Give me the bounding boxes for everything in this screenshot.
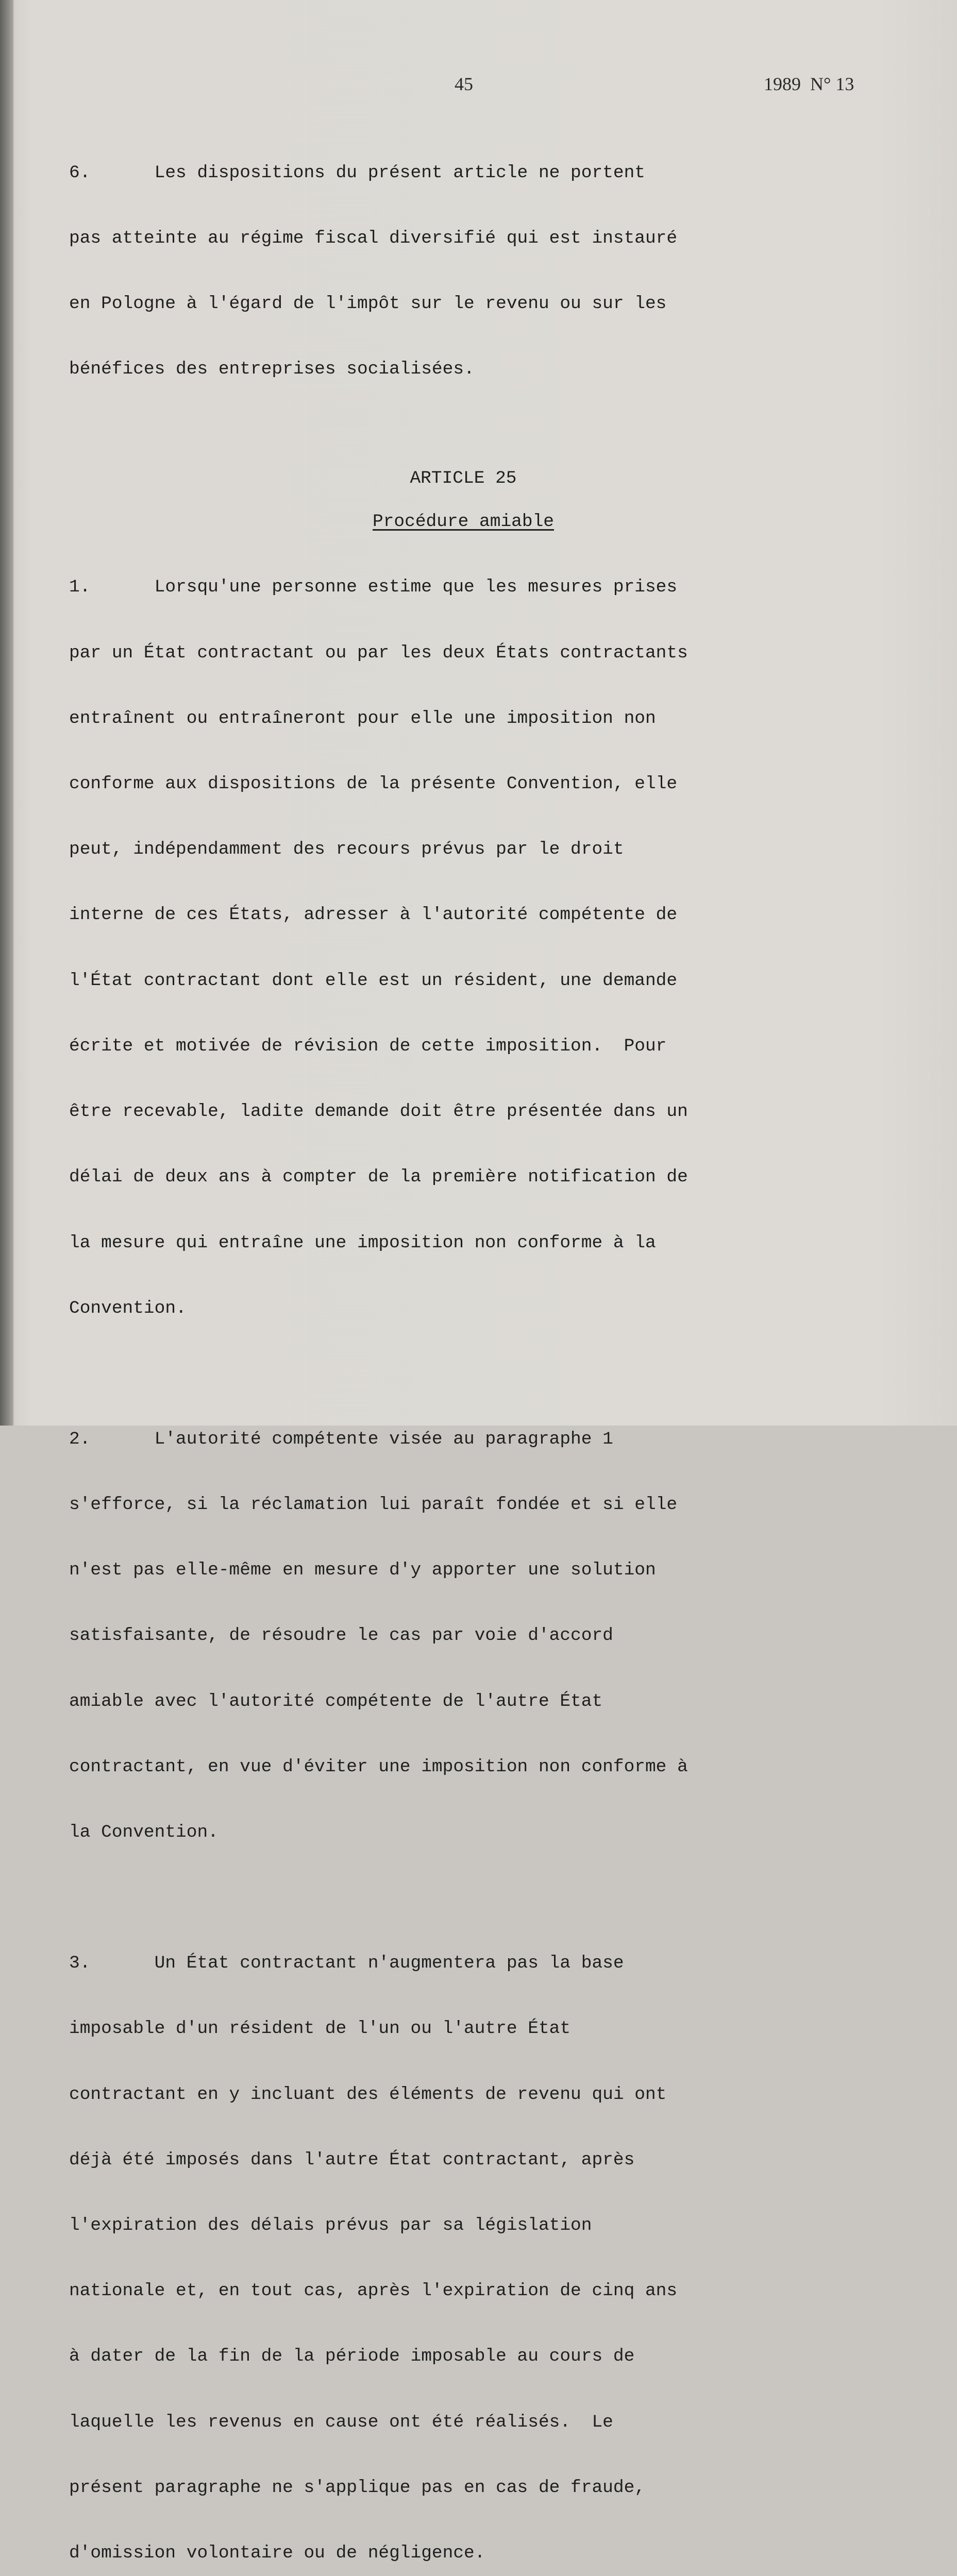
text-line: contractant en y incluant des éléments de revenu qui ont — [69, 2084, 667, 2105]
text-line: s'efforce, si la réclamation lui paraît fondée et si elle — [69, 1494, 678, 1515]
text-line: 2. L'autorité compétente visée au paragraphe 1 — [69, 1429, 613, 1449]
text-line: contractant, en vue d'éviter une imposition non conforme à — [69, 1756, 688, 1777]
text-line: la Convention. — [69, 1822, 219, 1843]
text-line: peut, indépendamment des recours prévus par le droit — [69, 839, 624, 860]
text-line: être recevable, ladite demande doit être présentée dans un — [69, 1101, 688, 1122]
text-line: écrite et motivée de révision de cette imposition. Pour — [69, 1036, 667, 1056]
article-title: ARTICLE 25 — [410, 468, 517, 488]
spacer — [69, 446, 873, 468]
paragraph-2 — [69, 1385, 873, 1887]
text-line: entraînent ou entraîneront pour elle une imposition non — [69, 708, 656, 728]
text-line: interne de ces États, adresser à l'autorité compétente de — [69, 905, 678, 925]
page-number: 45 — [455, 74, 473, 94]
text-line: délai de deux ans à compter de la première notification de — [69, 1167, 688, 1188]
text-line: 3. Un État contractant n'augmentera pas la base — [69, 1953, 624, 1974]
article-subtitle — [69, 511, 873, 533]
text-line: laquelle les revenus en cause ont été réalisés. Le — [69, 2412, 613, 2432]
text-line: satisfaisante, de résoudre le cas par voie d'accord — [69, 1625, 613, 1646]
text-line: l'État contractant dont elle est un résident, une demande — [69, 970, 678, 991]
text-line: Convention. — [69, 1298, 187, 1318]
text-line: nationale et, en tout cas, après l'expiration de cinq ans — [69, 2281, 678, 2301]
text-line: n'est pas elle-même en mesure d'y apporter une solution — [69, 1560, 656, 1581]
text-line: bénéfices des entreprises socialisées. — [69, 359, 475, 380]
paragraph-1 — [69, 533, 873, 1363]
paragraph-3 — [69, 1909, 873, 2576]
paragraph-6 — [69, 118, 873, 425]
text-line: en Pologne à l'égard de l'impôt sur le revenu ou sur les — [69, 294, 667, 314]
text-line: 1. Lorsqu'une personne estime que les mesures prises — [69, 577, 678, 598]
text-line: à dater de la fin de la période imposable au cours de — [69, 2346, 635, 2367]
document-body — [69, 118, 873, 2576]
text-line: 6. Les dispositions du présent article ne portent — [69, 162, 645, 183]
binding-shadow — [0, 0, 13, 1426]
text-line: conforme aux dispositions de la présente Convention, elle — [69, 773, 678, 794]
article-subtitle-text: Procédure amiable — [373, 512, 554, 532]
text-line: d'omission volontaire ou de négligence. — [69, 2543, 485, 2564]
text-line: pas atteinte au régime fiscal diversifié qui est instauré — [69, 228, 678, 249]
text-line: l'expiration des délais prévus par sa législation — [69, 2215, 592, 2235]
text-line: amiable avec l'autorité compétente de l'autre État — [69, 1691, 603, 1711]
text-line: imposable d'un résident de l'un ou l'autre État — [69, 2019, 571, 2039]
text-line: la mesure qui entraîne une imposition non conforme à la — [69, 1232, 656, 1253]
text-line: par un État contractant ou par les deux États contractants — [69, 642, 688, 663]
text-line: déjà été imposés dans l'autre État contractant, après — [69, 2149, 635, 2170]
journal-issue: 1989 N° 13 — [764, 74, 854, 94]
page-header — [0, 73, 957, 99]
text-line: présent paragraphe ne s'applique pas en cas de fraude, — [69, 2477, 645, 2498]
